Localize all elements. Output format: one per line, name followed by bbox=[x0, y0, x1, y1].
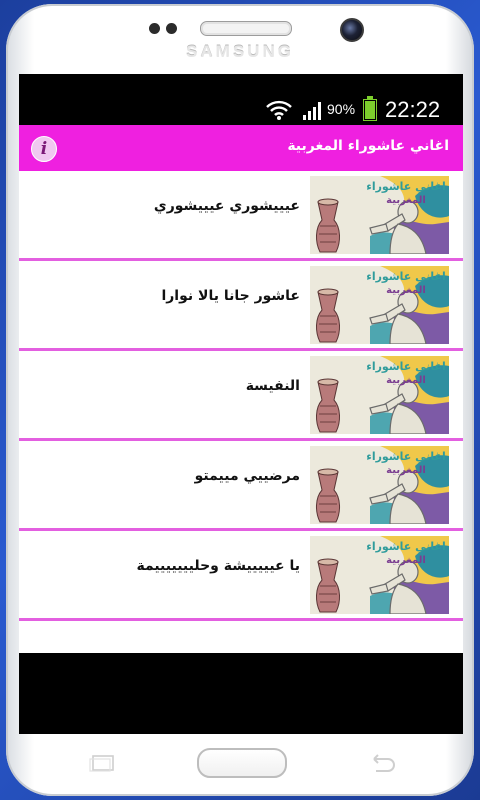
status-bar bbox=[19, 96, 463, 124]
song-thumbnail bbox=[310, 176, 449, 254]
song-thumbnail bbox=[310, 536, 449, 614]
drum-illustration bbox=[316, 379, 339, 432]
app-bar bbox=[19, 125, 463, 171]
sensor-dot bbox=[166, 23, 177, 34]
svg-text:اغاني عاشوراء: اغاني عاشوراء bbox=[366, 180, 446, 193]
screen bbox=[19, 74, 463, 734]
wifi-icon bbox=[266, 99, 292, 121]
hardware-nav-bar bbox=[0, 744, 480, 794]
drum-illustration bbox=[316, 199, 339, 252]
song-thumbnail bbox=[310, 176, 449, 254]
drum-illustration bbox=[316, 289, 339, 342]
svg-text:اغاني عاشوراء: اغاني عاشوراء bbox=[366, 270, 446, 283]
recent-apps-icon[interactable] bbox=[88, 754, 118, 772]
battery-percentage: 90% bbox=[327, 101, 356, 117]
device-brand: SAMSUNG bbox=[186, 42, 294, 61]
svg-text:المغربية: المغربية bbox=[386, 195, 426, 206]
battery-fill bbox=[365, 101, 375, 119]
song-thumbnail bbox=[310, 446, 449, 524]
earpiece-speaker bbox=[200, 21, 292, 36]
song-list bbox=[19, 171, 463, 653]
song-thumbnail bbox=[310, 356, 449, 434]
svg-text:المغربية: المغربية bbox=[386, 375, 426, 386]
battery-icon bbox=[363, 99, 377, 121]
app-title: اغاني عاشوراء المغربية bbox=[287, 138, 449, 154]
svg-text:المغربية: المغربية bbox=[386, 465, 426, 476]
song-title: يا عيييييشة وحليييييييمة bbox=[136, 558, 300, 574]
svg-text:المغربية: المغربية bbox=[386, 555, 426, 566]
song-thumbnail bbox=[310, 266, 449, 344]
song-thumbnail bbox=[310, 266, 449, 344]
song-list-item[interactable] bbox=[19, 261, 463, 351]
song-title: عيييشوري عيييشوري bbox=[153, 198, 300, 214]
song-list-item[interactable] bbox=[19, 171, 463, 261]
song-title: النفيسة bbox=[245, 378, 300, 394]
svg-text:اغاني عاشوراء: اغاني عاشوراء bbox=[366, 450, 446, 463]
song-list-item[interactable] bbox=[19, 531, 463, 621]
svg-text:اغاني عاشوراء: اغاني عاشوراء bbox=[366, 540, 446, 553]
info-icon[interactable]: i bbox=[31, 136, 57, 162]
svg-text:اغاني عاشوراء: اغاني عاشوراء bbox=[366, 360, 446, 373]
signal-icon bbox=[302, 101, 322, 121]
song-thumbnail bbox=[310, 446, 449, 524]
song-title: عاشور جانا يالا نوارا bbox=[161, 288, 300, 304]
song-list-item[interactable] bbox=[19, 441, 463, 531]
clock: 22:22 bbox=[385, 97, 441, 122]
svg-text:المغربية: المغربية bbox=[386, 285, 426, 296]
song-thumbnail bbox=[310, 536, 449, 614]
drum-illustration bbox=[316, 469, 339, 522]
home-button[interactable] bbox=[197, 748, 287, 778]
back-icon[interactable] bbox=[368, 754, 396, 772]
sensor-dots bbox=[149, 23, 177, 34]
sensor-dot bbox=[149, 23, 160, 34]
song-list-item[interactable] bbox=[19, 351, 463, 441]
song-thumbnail bbox=[310, 356, 449, 434]
song-title: مرضييي مييمتو bbox=[194, 468, 300, 484]
drum-illustration bbox=[316, 559, 339, 612]
front-camera bbox=[340, 18, 364, 42]
